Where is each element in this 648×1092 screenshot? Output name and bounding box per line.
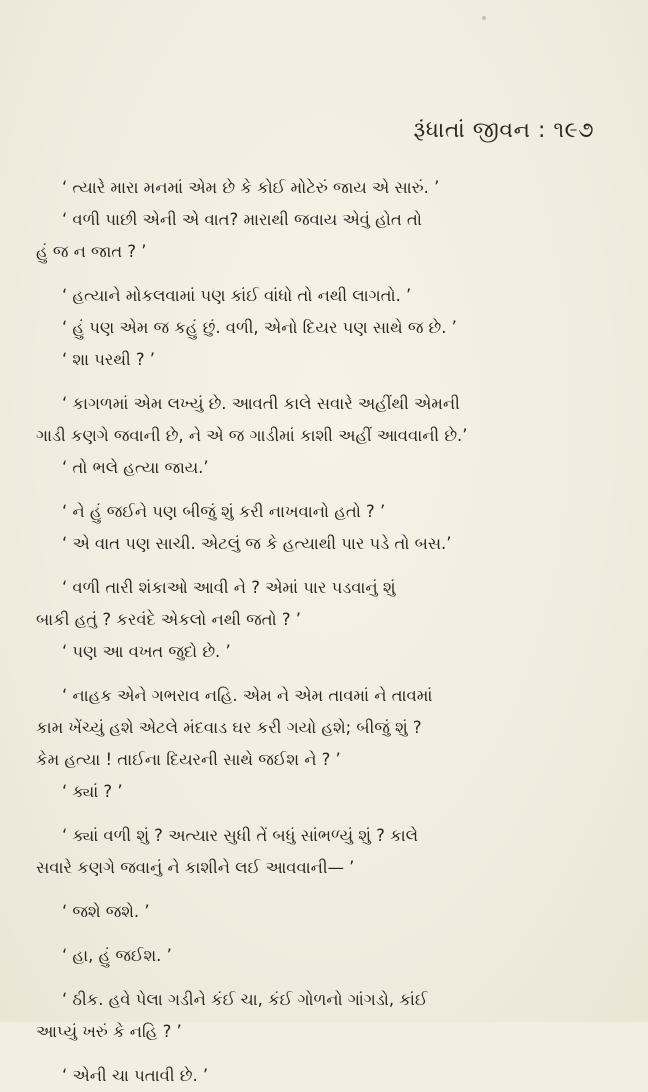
text-line: ‘ એની ચા પતાવી છે. ’ [62, 1066, 209, 1085]
text-line: આપ્યું ખરું કે નહિ ? ’ [36, 1022, 182, 1041]
text-line: ‘ કાગળમાં એમ લખ્યું છે. આવતી કાલે સવારે અહીંથી એમની [62, 394, 460, 413]
text-line: ‘ ક્યાં વળી શું ? અત્યાર સુધી તેં બધું સાંભળ્યું શું ? કાલે [62, 826, 419, 845]
text-line: ‘ હું પણ એમ જ કહું છું. વળી, એનો દિયર પણ સાથે જ છે. ’ [62, 318, 457, 337]
text-line: ‘ ત્યારે મારા મનમાં એમ છે કે કોઈ મોટેરું જાય એ સારું. ’ [62, 178, 440, 197]
text-line: ‘ હત્યાને મોકલવામાં પણ કાંઈ વાંધો તો નથી લાગતો. ’ [62, 286, 412, 305]
text-line: ‘ વળી તારી શંકાઓ આવી ને ? એમાં પાર પડવાનું શું [62, 578, 396, 597]
running-header: રૂંધાતાં જીવન : ૧૯૭ [413, 118, 594, 143]
text-line: ‘ વળી પાછી એની એ વાત? મારાથી જવાય એવું હોત તો [62, 210, 422, 229]
text-line: ‘ એ વાત પણ સાચી. એટલું જ કે હત્યાથી પાર પડે તો બસ.’ [62, 534, 452, 553]
text-line: ‘ ઠીક. હવે પેલા ગડીને કંઈ ચા, કંઈ ગોળનો ગાંગડો, કાંઈ [62, 990, 428, 1009]
text-line: ‘ જશે જશે. ’ [62, 902, 150, 921]
text-line: ‘ તો ભલે હત્યા જાય.’ [62, 458, 209, 477]
text-line: ‘ નાહક એને ગભરાવ નહિ. એમ ને એમ તાવમાં ને તાવમાં [62, 686, 433, 705]
text-line: ગાડી કણગે જવાની છે, ને એ જ ગાડીમાં કાશી અહીં આવવાની છે.’ [36, 426, 468, 445]
text-line: ‘ ને હું જઈને પણ બીજું શું કરી નાખવાનો હતો ? ’ [62, 502, 386, 521]
text-line: બાકી હતું ? કરવંદે એકલો નથી જતો ? ’ [36, 610, 301, 629]
text-line: કામ ખેંચ્યું હશે એટલે મંદવાડ ઘર કરી ગયો હશે; બીજું શું ? [36, 718, 422, 737]
paper-speck [482, 16, 486, 20]
text-line: સવારે કણગે જવાનું ને કાશીને લઈ આવવાની— ’ [36, 858, 355, 877]
text-line: કેમ હત્યા ! તાઈના દિયરની સાથે જઈશ ને ? ’ [36, 750, 341, 769]
text-line: હું જ ન જાત ? ’ [36, 242, 147, 261]
text-line: ‘ શા પરથી ? ’ [62, 350, 155, 369]
body-text [36, 172, 596, 1092]
text-line: ‘ પણ આ વખત જુદો છે. ’ [62, 642, 231, 661]
text-line: ‘ હા, હું જઈશ. ’ [62, 946, 172, 965]
text-line: ‘ ક્યાં ? ’ [62, 782, 123, 801]
